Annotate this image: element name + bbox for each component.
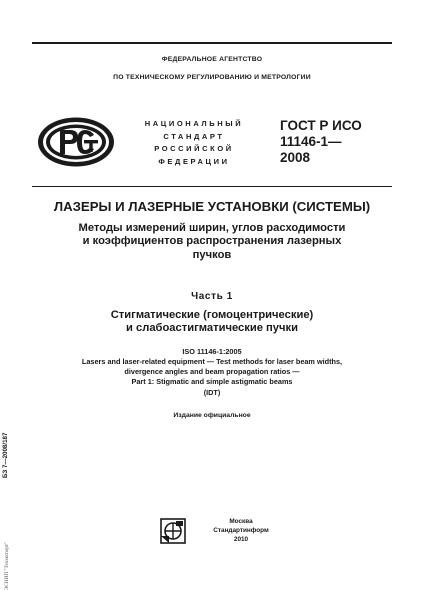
designation-line: 2008 (280, 150, 311, 165)
gost-r-logo-icon (36, 116, 116, 168)
english-title-line: divergence angles and beam propagation ratios — (124, 367, 300, 377)
english-title (0, 357, 424, 398)
designation-line: 11146-1— (280, 134, 342, 149)
standard-designation (280, 118, 400, 166)
publication-year: 2010 (233, 536, 249, 544)
iso-reference: ISO 11146-1:2005 (182, 347, 242, 356)
publisher-name: Стандартинформ (213, 527, 269, 535)
english-title-line: (IDT) (203, 387, 221, 397)
subtitle-line: пучков (192, 248, 232, 261)
part-title-line: Стигматические (гомоцентрические) (110, 309, 314, 321)
national-standard-line: РОССИЙСКОЙ (154, 144, 234, 153)
english-title-line: Part 1: Stigmatic and simple astigmatic beams (131, 377, 293, 387)
agency-name-line-2: ПО ТЕХНИЧЕСКОМУ РЕГУЛИРОВАНИЮ И МЕТРОЛОГИИ (113, 74, 311, 81)
agency-name-line-1: ФЕДЕРАЛЬНОЕ АГЕНТСТВО (161, 56, 263, 63)
edition-note: Издание официальное (173, 412, 251, 419)
document-title: ЛАЗЕРЫ И ЛАЗЕРНЫЕ УСТАНОВКИ (СИСТЕМЫ) (53, 199, 371, 214)
national-standard-line: НАЦИОНАЛЬНЫЙ (144, 119, 244, 128)
national-standard-line: ФЕДЕРАЦИИ (158, 156, 230, 166)
english-title-line: Lasers and laser-related equipment — Test methods for laser beam widths, (81, 357, 343, 366)
part-title (0, 309, 424, 336)
part-label: Часть 1 (191, 291, 233, 302)
designation-line: ГОСТ Р ИСО (280, 118, 362, 133)
publisher-city: Москва (229, 518, 253, 525)
publisher-info (196, 517, 286, 545)
section-divider-rule (32, 186, 392, 187)
document-subtitle (0, 222, 424, 262)
side-registration-code: БЗ 7—2008/187 (2, 432, 9, 478)
subtitle-line: и коэффициентов распространения лазерных (82, 235, 342, 248)
standartinform-logo-icon (160, 518, 186, 544)
part-title-line: и слабоастигматические пучки (126, 322, 298, 335)
subtitle-line: Методы измерений ширин, углов расходимости (78, 222, 346, 234)
national-standard-line: СТАНДАРТ (163, 131, 225, 141)
side-source-stamp: ЭСНИП "Техэксперт" (4, 541, 10, 590)
header-top-rule (32, 42, 392, 44)
national-standard-label (128, 118, 260, 168)
